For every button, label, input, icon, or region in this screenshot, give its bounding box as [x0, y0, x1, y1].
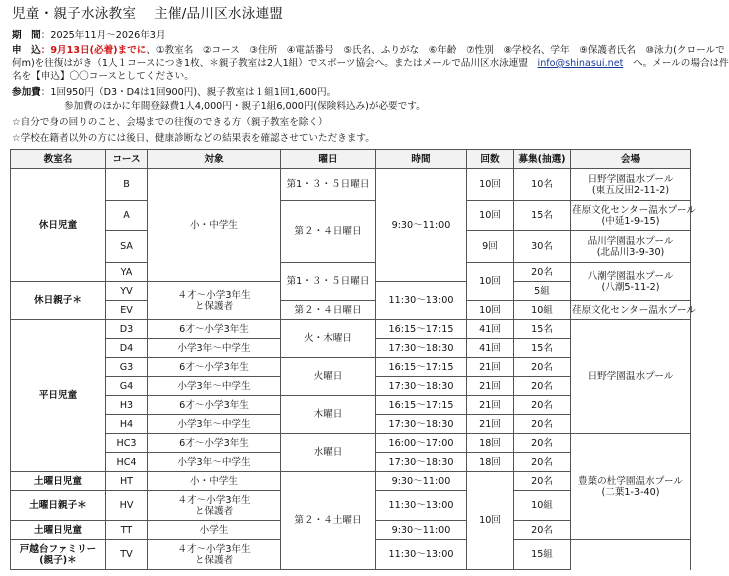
count: 21回	[467, 358, 514, 377]
venue-address: (北品川3-9-30)	[596, 246, 665, 258]
venue	[571, 263, 691, 301]
table-row	[11, 434, 691, 453]
venue	[571, 434, 691, 540]
course-code: HT	[106, 472, 148, 491]
target: 小・中学生	[148, 169, 281, 282]
header-class: 教室名	[11, 150, 106, 169]
count: 10回	[467, 263, 514, 301]
target	[148, 491, 281, 521]
fee-text-2: 参加費のほかに年間登録費1人4,000円・親子1組6,000円(保険料込み)が必要です。	[64, 101, 426, 112]
capacity: 10名	[514, 169, 571, 201]
time: 16:00～17:00	[376, 434, 467, 453]
count: 18回	[467, 434, 514, 453]
time: 17:30～18:30	[376, 339, 467, 358]
day: 第２・４土曜日	[281, 472, 376, 570]
apply-text-3: 名を【申込】〇〇コースとしてください。	[12, 71, 194, 82]
target: 小学3年～中学生	[148, 415, 281, 434]
schedule-table	[10, 149, 696, 570]
class-name: 土曜日児童	[11, 472, 106, 491]
class-name: 土曜日児童	[11, 521, 106, 540]
note-1	[12, 116, 328, 129]
capacity: 10組	[514, 491, 571, 521]
table-header-row	[11, 150, 691, 169]
header-target: 対象	[148, 150, 281, 169]
course-code: YV	[106, 282, 148, 301]
venue-name: 荏原文化センター温水プール	[572, 304, 696, 316]
title-host: 主催/品川区水泳連盟	[154, 6, 284, 22]
capacity: 15名	[514, 320, 571, 339]
venue	[571, 301, 696, 320]
course-code: A	[106, 201, 148, 231]
venue-address: (中延1-9-15)	[601, 215, 660, 227]
fee-text: ：1回950円（D3・D4は1回900円)、親子教室は１組1回1,600円。	[40, 87, 337, 98]
time: 9:30～11:00	[376, 521, 467, 540]
page-title	[12, 6, 283, 22]
target: 6才～小学3年生	[148, 434, 281, 453]
time: 9:30～11:00	[376, 472, 467, 491]
venue-name: 品川学園温水プール	[587, 235, 674, 247]
venue-name: 日野学園温水プール	[587, 173, 674, 185]
count: 10回	[467, 201, 514, 231]
target: 小学生	[148, 521, 281, 540]
course-code: SA	[106, 231, 148, 263]
time: 17:30～18:30	[376, 415, 467, 434]
day: 火・木曜日	[281, 320, 376, 358]
course-code: TT	[106, 521, 148, 540]
count: 21回	[467, 377, 514, 396]
course-code: G4	[106, 377, 148, 396]
apply-text-1: 、①教室名 ②コース ③住所 ④電話番号 ⑤氏名、ふりがな ⑥年齢 ⑦性別 ⑧学校名、学年 ⑨保護者氏名 ⑩泳力(クロールで	[146, 45, 725, 56]
time: 17:30～18:30	[376, 377, 467, 396]
target: 小学3年～中学生	[148, 339, 281, 358]
class-name: 休日児童	[11, 169, 106, 282]
course-code: H3	[106, 396, 148, 415]
count: 21回	[467, 396, 514, 415]
note-1-text: ☆自分で身の回りのこと、会場までの往復のできる方（親子教室を除く）	[12, 117, 328, 128]
capacity: 20名	[514, 453, 571, 472]
fee-line-1	[12, 86, 336, 99]
period-label: 期 間	[12, 30, 41, 41]
target-age: ４才～小学3年生	[177, 289, 251, 301]
target: 小学3年～中学生	[148, 453, 281, 472]
fee-label: 参加費	[12, 87, 41, 98]
venue	[571, 231, 691, 263]
class-name-line-1: 戸越台ファミリー	[19, 543, 97, 555]
day: 水曜日	[281, 434, 376, 472]
count: 10回	[467, 301, 514, 320]
header-capacity: 募集(抽選)	[514, 150, 571, 169]
apply-email-link[interactable]: info@shinasui.net	[537, 58, 624, 69]
course-code: HC4	[106, 453, 148, 472]
target	[148, 282, 281, 320]
venue-name: 八潮学園温水プール	[587, 270, 674, 282]
period-value: ：2025年11月～2026年3月	[40, 30, 166, 41]
time: 16:15～17:15	[376, 320, 467, 339]
day: 第２・４日曜日	[281, 301, 376, 320]
target	[148, 540, 281, 570]
apply-line-3	[12, 70, 194, 83]
venue	[571, 320, 691, 434]
day: 第２・４日曜日	[281, 201, 376, 263]
target: 小学3年～中学生	[148, 377, 281, 396]
target-age: ４才～小学3年生	[177, 543, 251, 555]
class-name: 休日親子＊	[11, 282, 106, 320]
apply-text-2a: 何m)を往復はがき（1人１コースにつき1枚、＊親子教室は2人1組）でスポーツ協会へ。またはメールで品川区水泳連盟	[12, 58, 538, 69]
target-guardian: と保護者	[194, 300, 234, 312]
target-guardian: と保護者	[194, 505, 234, 517]
capacity: 20名	[514, 377, 571, 396]
time: 9:30～11:00	[376, 169, 467, 282]
count: 21回	[467, 415, 514, 434]
apply-deadline: ：9月13日(必着)までに	[40, 45, 147, 56]
venue-name: 日野学園温水プール	[587, 371, 674, 382]
capacity: 20名	[514, 396, 571, 415]
course-code: YA	[106, 263, 148, 282]
course-code: TV	[106, 540, 148, 570]
fee-line-2	[64, 100, 426, 113]
venue-name: 豊葉の杜学園温水プール	[577, 475, 684, 487]
class-name-line-2: (親子)＊	[39, 554, 77, 566]
course-code: D4	[106, 339, 148, 358]
day: 木曜日	[281, 396, 376, 434]
capacity: 20名	[514, 472, 571, 491]
class-name: 土曜日親子＊	[11, 491, 106, 521]
target-age: ４才～小学3年生	[177, 494, 251, 506]
apply-line-1	[12, 44, 725, 57]
venue	[571, 201, 696, 231]
time: 11:30～13:00	[376, 540, 467, 570]
venue-address: (八潮5-11-2)	[601, 281, 660, 293]
time: 11:30～13:00	[376, 491, 467, 521]
header-time: 時間	[376, 150, 467, 169]
capacity: 15名	[514, 339, 571, 358]
day: 火曜日	[281, 358, 376, 396]
count: 18回	[467, 453, 514, 472]
table-row	[11, 320, 691, 339]
capacity: 10組	[514, 301, 571, 320]
header-venue: 会場	[571, 150, 691, 169]
period-line	[12, 29, 166, 42]
capacity: 5組	[514, 282, 571, 301]
time: 11:30～13:00	[376, 282, 467, 320]
header-day: 曜日	[281, 150, 376, 169]
count: 41回	[467, 339, 514, 358]
table-row	[11, 169, 691, 201]
count: 9回	[467, 231, 514, 263]
course-code: HV	[106, 491, 148, 521]
count: 10回	[467, 472, 514, 570]
venue-address: (東五反田2-11-2)	[591, 184, 670, 196]
target-guardian: と保護者	[194, 554, 234, 566]
course-code: D3	[106, 320, 148, 339]
table-row	[11, 301, 691, 320]
capacity: 30名	[514, 231, 571, 263]
note-2-text: ☆学校在籍者以外の方には後日、健康診断などの結果表を確認させていただきます。	[12, 133, 375, 144]
count: 10回	[467, 169, 514, 201]
time: 16:15～17:15	[376, 396, 467, 415]
title-main: 児童・親子水泳教室	[12, 6, 137, 22]
capacity: 15組	[514, 540, 571, 570]
course-code: G3	[106, 358, 148, 377]
time: 17:30～18:30	[376, 453, 467, 472]
course-code: B	[106, 169, 148, 201]
capacity: 20名	[514, 263, 571, 282]
class-name	[11, 540, 106, 570]
class-name: 平日児童	[11, 320, 106, 472]
count: 41回	[467, 320, 514, 339]
day: 第1・３・５日曜日	[281, 169, 376, 201]
target: 6才～小学3年生	[148, 396, 281, 415]
target: 6才～小学3年生	[148, 320, 281, 339]
day: 第1・３・５日曜日	[281, 263, 376, 301]
apply-text-2b: へ。メールの場合は件	[623, 58, 729, 69]
apply-label: 申 込	[12, 45, 41, 56]
apply-line-2	[12, 57, 729, 70]
header-count: 回数	[467, 150, 514, 169]
capacity: 15名	[514, 201, 571, 231]
table-row	[11, 263, 691, 282]
course-code: EV	[106, 301, 148, 320]
capacity: 20名	[514, 415, 571, 434]
venue-address: (二葉1-3-40)	[601, 486, 660, 498]
course-code: H4	[106, 415, 148, 434]
course-code: HC3	[106, 434, 148, 453]
header-course: コース	[106, 150, 148, 169]
note-2	[12, 132, 375, 145]
venue-name: 荏原文化センター温水プール	[572, 204, 696, 216]
capacity: 20名	[514, 358, 571, 377]
venue	[571, 169, 691, 201]
table-row	[11, 201, 691, 231]
target: 小・中学生	[148, 472, 281, 491]
time: 16:15～17:15	[376, 358, 467, 377]
capacity: 20名	[514, 521, 571, 540]
capacity: 20名	[514, 434, 571, 453]
target: 6才～小学3年生	[148, 358, 281, 377]
